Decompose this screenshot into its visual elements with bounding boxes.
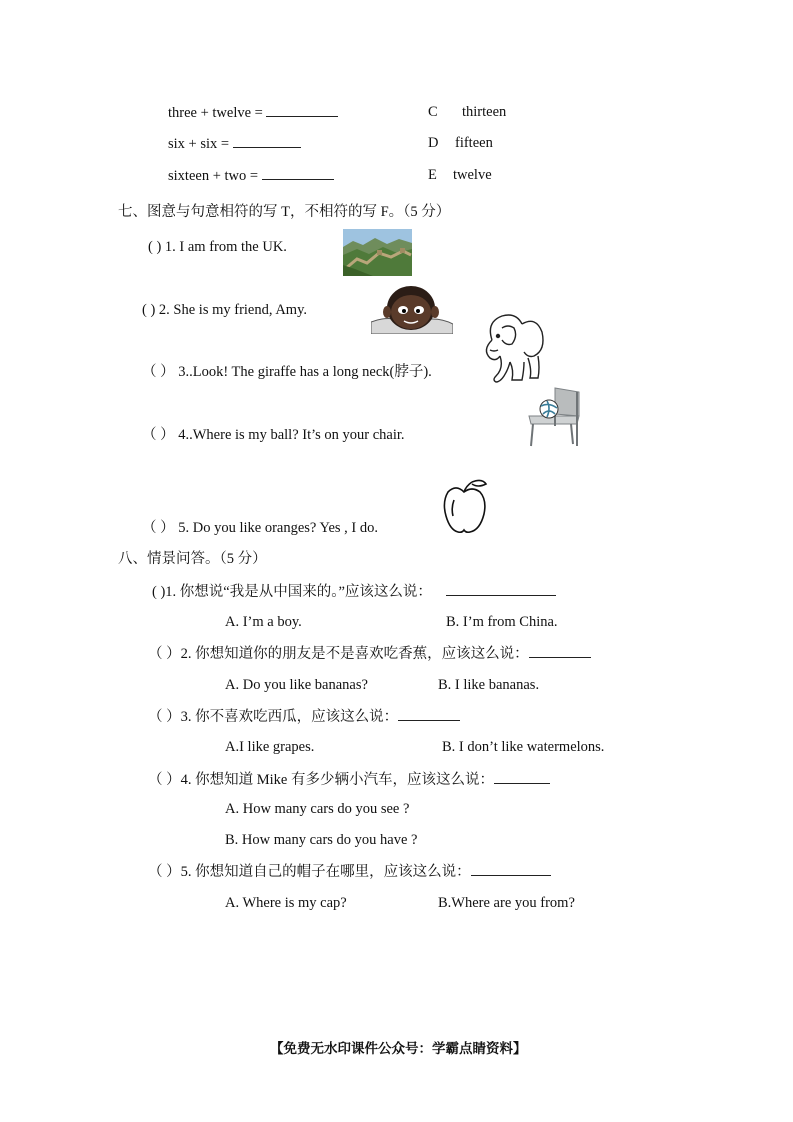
s8-q3-option-b: B. I don’t like watermelons. — [442, 739, 605, 755]
ball-on-chair — [525, 386, 585, 448]
answer-bracket[interactable]: （ ） — [148, 709, 181, 725]
answer-bracket[interactable]: （ ） — [148, 772, 181, 788]
s8-q5: （ ）5. 你想知道自己的帽子在哪里，应该这么说： — [148, 862, 551, 881]
s8-q1: ( )1. 你想说“我是从中国来的。”应该这么说： — [152, 582, 556, 601]
s7-item-3: （ ） 3..Look! The giraffe has a long neck(脖子). — [142, 364, 432, 380]
answer-blank[interactable] — [266, 103, 338, 117]
s8-q3-option-a: A.I like grapes. — [225, 739, 315, 755]
answer-blank[interactable] — [262, 166, 334, 180]
footer-note: 【免费无水印课件公众号：学霸点睛资料】 — [270, 1041, 527, 1056]
answer-bracket[interactable]: （ ） — [148, 864, 181, 880]
s8-q5-option-b: B.Where are you from? — [438, 895, 575, 911]
answer-blank[interactable] — [471, 862, 551, 876]
s8-q2: （ ）2. 你想知道你的朋友是不是喜欢吃香蕉，应该这么说： — [148, 644, 591, 663]
s8-q4-option-a: A. How many cars do you see ? — [225, 801, 410, 817]
matching-left-2: six + six = — [168, 134, 301, 153]
answer-blank[interactable] — [529, 644, 591, 658]
great-wall-photo — [343, 229, 412, 276]
matching-word-fifteen: fifteen — [455, 135, 493, 151]
answer-bracket[interactable]: （ ） — [142, 364, 175, 380]
s7-item-2: ( ) 2. She is my friend, Amy. — [142, 302, 308, 318]
matching-left-3: sixteen + two = — [168, 166, 334, 185]
elephant-drawing — [478, 310, 548, 384]
matching-word-twelve: twelve — [453, 167, 492, 183]
answer-blank[interactable] — [446, 582, 556, 596]
apple-drawing — [442, 478, 488, 536]
answer-blank[interactable] — [398, 707, 460, 721]
answer-bracket[interactable]: （ ） — [148, 646, 181, 662]
s8-q2-option-a: A. Do you like bananas? — [225, 677, 368, 693]
section7-title: 七、图意与句意相符的写 T，不相符的写 F。（5 分） — [118, 204, 451, 220]
boy-face — [371, 284, 453, 334]
s8-q1-option-a: A. I’m a boy. — [225, 614, 302, 630]
s8-q3: （ ）3. 你不喜欢吃西瓜，应该这么说： — [148, 707, 460, 726]
section8-title: 八、情景问答。（5 分） — [118, 551, 267, 567]
s8-q2-option-b: B. I like bananas. — [438, 677, 540, 693]
answer-blank[interactable] — [494, 770, 550, 784]
matching-letter-d: D — [428, 135, 439, 151]
matching-letter-c: C — [428, 104, 438, 120]
matching-left-1: three + twelve = — [168, 103, 338, 122]
s8-q5-option-a: A. Where is my cap? — [225, 895, 347, 911]
matching-word-thirteen: thirteen — [462, 104, 507, 120]
s7-item-1: ( ) 1. I am from the UK. — [148, 239, 287, 255]
answer-bracket[interactable]: （ ） — [142, 427, 175, 443]
answer-bracket[interactable]: ( ) — [142, 302, 156, 318]
answer-blank[interactable] — [233, 134, 301, 148]
s8-q1-option-b: B. I’m from China. — [446, 614, 558, 630]
answer-bracket[interactable]: ( ) — [148, 239, 162, 255]
s7-item-4: （ ） 4..Where is my ball? It’s on your chair. — [142, 427, 405, 443]
answer-bracket[interactable]: ( ) — [152, 584, 166, 600]
s7-item-5: （ ） 5. Do you like oranges? Yes , I do. — [142, 520, 379, 536]
s8-q4: （ ）4. 你想知道 Mike 有多少辆小汽车，应该这么说： — [148, 770, 550, 789]
answer-bracket[interactable]: （ ） — [142, 520, 175, 536]
s8-q4-option-b: B. How many cars do you have ? — [225, 832, 418, 848]
matching-letter-e: E — [428, 167, 437, 183]
